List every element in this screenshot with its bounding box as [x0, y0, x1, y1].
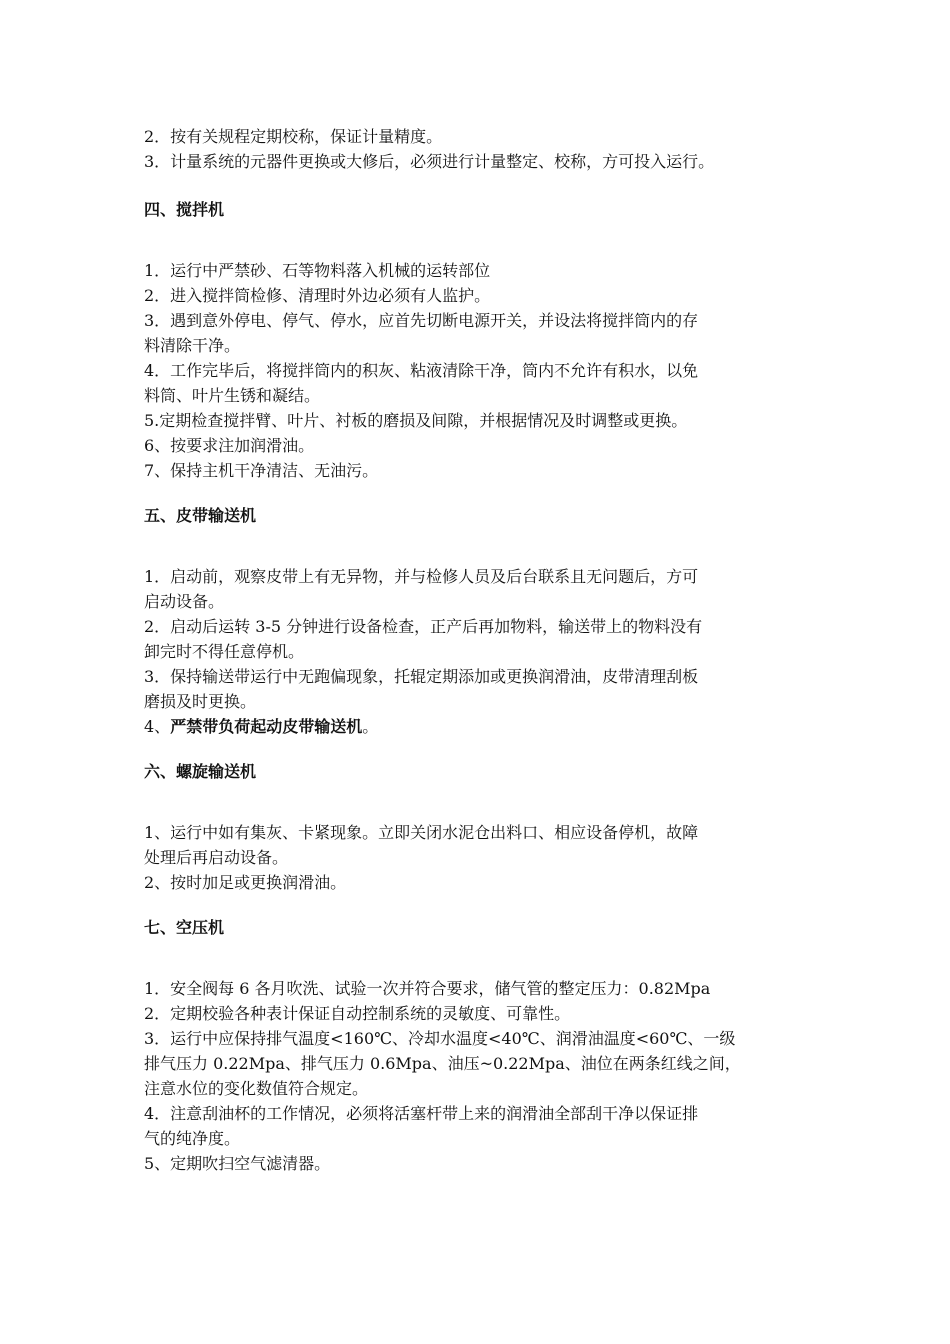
text-line: 3．保持输送带运行中无跑偏现象，托辊定期添加或更换润滑油，皮带清理刮板 — [144, 667, 699, 686]
text-line: 2．按有关规程定期校称，保证计量精度。 — [144, 127, 443, 146]
warning-line — [144, 714, 702, 739]
text-line: 3．计量系统的元器件更换或大修后，必须进行计量整定、校称，方可投入运行。 — [144, 152, 715, 171]
text-line: 2、按时加足或更换润滑油。 — [144, 873, 347, 892]
intro-block — [144, 124, 714, 174]
text-line: 料清除干净。 — [144, 336, 241, 355]
text-line: 4．注意刮油杯的工作情况，必须将活塞杆带上来的润滑油全部刮干净以保证排 — [144, 1104, 699, 1123]
text-line: 3．遇到意外停电、停气、停水，应首先切断电源开关，并设法将搅拌筒内的存 — [144, 311, 699, 330]
section-body-mixer — [144, 258, 698, 483]
text-line: 启动设备。 — [144, 592, 225, 611]
text-line: 1．运行中严禁砂、石等物料落入机械的运转部位 — [144, 261, 491, 280]
warning-prefix: 4、 — [144, 717, 171, 736]
text-line: 注意水位的变化数值符合规定。 — [144, 1079, 369, 1098]
text-line: 2．进入搅拌筒检修、清理时外边必须有人监护。 — [144, 286, 491, 305]
text-line: 5.定期检查搅拌臂、叶片、衬板的磨损及间隙，并根据情况及时调整或更换。 — [144, 411, 688, 430]
section-heading-screw-conveyor: 六、螺旋输送机 — [144, 762, 257, 781]
text-line: 1．启动前，观察皮带上有无异物，并与检修人员及后台联系且无问题后，方可 — [144, 567, 699, 586]
text-line: 料筒、叶片生锈和凝结。 — [144, 386, 321, 405]
text-line: 7、保持主机干净清洁、无油污。 — [144, 461, 379, 480]
warning-suffix: 。 — [362, 717, 379, 736]
text-line: 处理后再启动设备。 — [144, 848, 289, 867]
text-line: 磨损及时更换。 — [144, 692, 257, 711]
text-line: 2．定期校验各种表计保证自动控制系统的灵敏度、可靠性。 — [144, 1004, 571, 1023]
section-body-air-compressor — [144, 976, 741, 1176]
text-line: 5、定期吹扫空气滤清器。 — [144, 1154, 331, 1173]
warning-text: 严禁带负荷起动皮带输送机 — [170, 717, 363, 736]
text-line: 2．启动后运转 3-5 分钟进行设备检查，正产后再加物料，输送带上的物料没有 — [144, 617, 703, 636]
text-line: 1．安全阀每 6 各月吹洗、试验一次并符合要求，储气管的整定压力：0.82Mpa — [144, 979, 711, 998]
section-heading-belt-conveyor: 五、皮带输送机 — [144, 506, 257, 525]
text-line: 1、运行中如有集灰、卡紧现象。立即关闭水泥仓出料口、相应设备停机，故障 — [144, 823, 699, 842]
text-line: 3．运行中应保持排气温度<160℃、冷却水温度<40℃、润滑油温度<60℃、一级 — [144, 1029, 736, 1048]
section-heading-mixer: 四、搅拌机 — [144, 200, 225, 219]
text-line: 6、按要求注加润滑油。 — [144, 436, 315, 455]
text-line: 4．工作完毕后，将搅拌筒内的积灰、粘液清除干净，筒内不允许有积水，以免 — [144, 361, 699, 380]
text-line: 排气压力 0.22Mpa、排气压力 0.6Mpa、油压~0.22Mpa、油位在两条红线之间， — [144, 1054, 741, 1073]
section-heading-air-compressor: 七、空压机 — [144, 918, 225, 937]
text-line: 气的纯净度。 — [144, 1129, 241, 1148]
section-body-belt-conveyor — [144, 564, 702, 739]
section-body-screw-conveyor — [144, 820, 698, 895]
text-line: 卸完时不得任意停机。 — [144, 642, 305, 661]
